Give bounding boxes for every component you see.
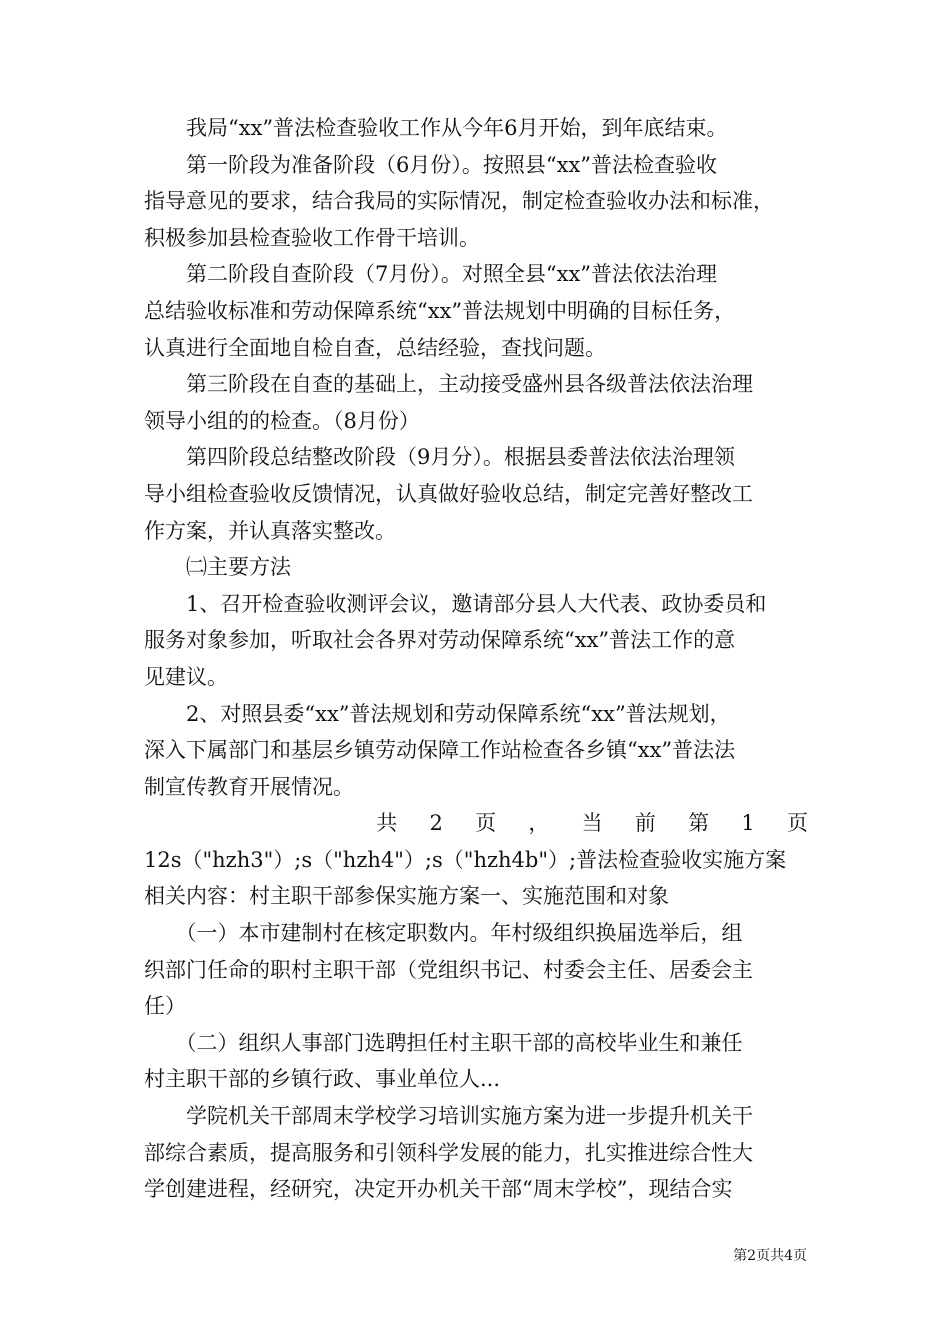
page-footer: 第2页共4页 <box>733 1248 807 1264</box>
body-line: 制宣传教育开展情况。 <box>144 774 354 799</box>
body-line: 第一阶段为准备阶段（6月份）。按照县“xx”普法检查验收 <box>144 152 718 177</box>
body-line: 领导小组的的检查。（8月份） <box>144 408 420 433</box>
body-line: 导小组检查验收反馈情况，认真做好验收总结，制定完善好整改工 <box>144 481 753 506</box>
document-body <box>144 110 808 1208</box>
page-count-line <box>144 805 808 842</box>
body-line: 织部门任命的职村主职干部（党组织书记、村委会主任、居委会主 <box>144 957 753 982</box>
body-line: 总结验收标准和劳动保障系统“xx”普法规划中明确的目标任务， <box>144 298 736 323</box>
body-line: 学院机关干部周末学校学习培训实施方案为进一步提升机关干 <box>144 1104 753 1129</box>
page-count-char: 1 <box>741 811 755 836</box>
body-line: 学创建进程，经研究，决定开办机关干部“周末学校”，现结合实 <box>144 1177 733 1202</box>
body-line: 作方案，并认真落实整改。 <box>144 518 396 543</box>
body-line: 见建议。 <box>144 664 228 689</box>
body-line: 第二阶段自查阶段（7月份）。对照全县“xx”普法依法治理 <box>144 262 718 287</box>
page-count-char: 页 <box>475 811 497 836</box>
body-line: 我局“xx”普法检查验收工作从今年6月开始，到年底结束。 <box>144 116 728 140</box>
body-line: 积极参加县检查验收工作骨干培训。 <box>144 225 480 250</box>
page-count-char: 页 <box>787 811 808 836</box>
body-line: （一）本市建制村在核定职数内。年村级组织换届选举后，组 <box>144 921 743 946</box>
body-line: 2、对照县委“xx”普法规划和劳动保障系统“xx”普法规划， <box>144 701 731 726</box>
body-line: 12s（"hzh3"）;s（"hzh4"）;s（"hzh4b"）;普法检查验收实施方案 <box>144 847 787 872</box>
body-line: （二）组织人事部门选聘担任村主职干部的高校毕业生和兼任 <box>144 1030 743 1055</box>
body-line: 指导意见的要求，结合我局的实际情况，制定检查验收办法和标准， <box>144 189 774 214</box>
section-heading: ㈡主要方法 <box>144 555 291 580</box>
body-line: 任） <box>144 994 186 1019</box>
page-count-char: ， <box>528 811 550 836</box>
body-line: 部综合素质，提高服务和引领科学发展的能力，扎实推进综合性大 <box>144 1140 753 1165</box>
page-count-char: 第 <box>688 811 710 836</box>
body-line: 1、召开检查验收测评会议，邀请部分县人大代表、政协委员和 <box>144 591 767 616</box>
page-count-char: 2 <box>429 811 443 836</box>
body-line: 服务对象参加，听取社会各界对劳动保障系统“xx”普法工作的意 <box>144 628 736 653</box>
body-line: 村主职干部的乡镇行政、事业单位人... <box>144 1067 501 1092</box>
page-count-char: 共 <box>376 811 398 836</box>
body-line: 认真进行全面地自检自查，总结经验，查找问题。 <box>144 335 606 360</box>
body-line: 第三阶段在自查的基础上，主动接受盛州县各级普法依法治理 <box>144 372 753 397</box>
body-line: 第四阶段总结整改阶段（9月分）。根据县委普法依法治理领 <box>144 445 735 470</box>
body-line: 深入下属部门和基层乡镇劳动保障工作站检查各乡镇“xx”普法法 <box>144 738 736 763</box>
page-count-char: 当 <box>581 811 603 836</box>
body-line: 相关内容：村主职干部参保实施方案一、实施范围和对象 <box>144 884 669 909</box>
page-count-char: 前 <box>634 811 656 836</box>
